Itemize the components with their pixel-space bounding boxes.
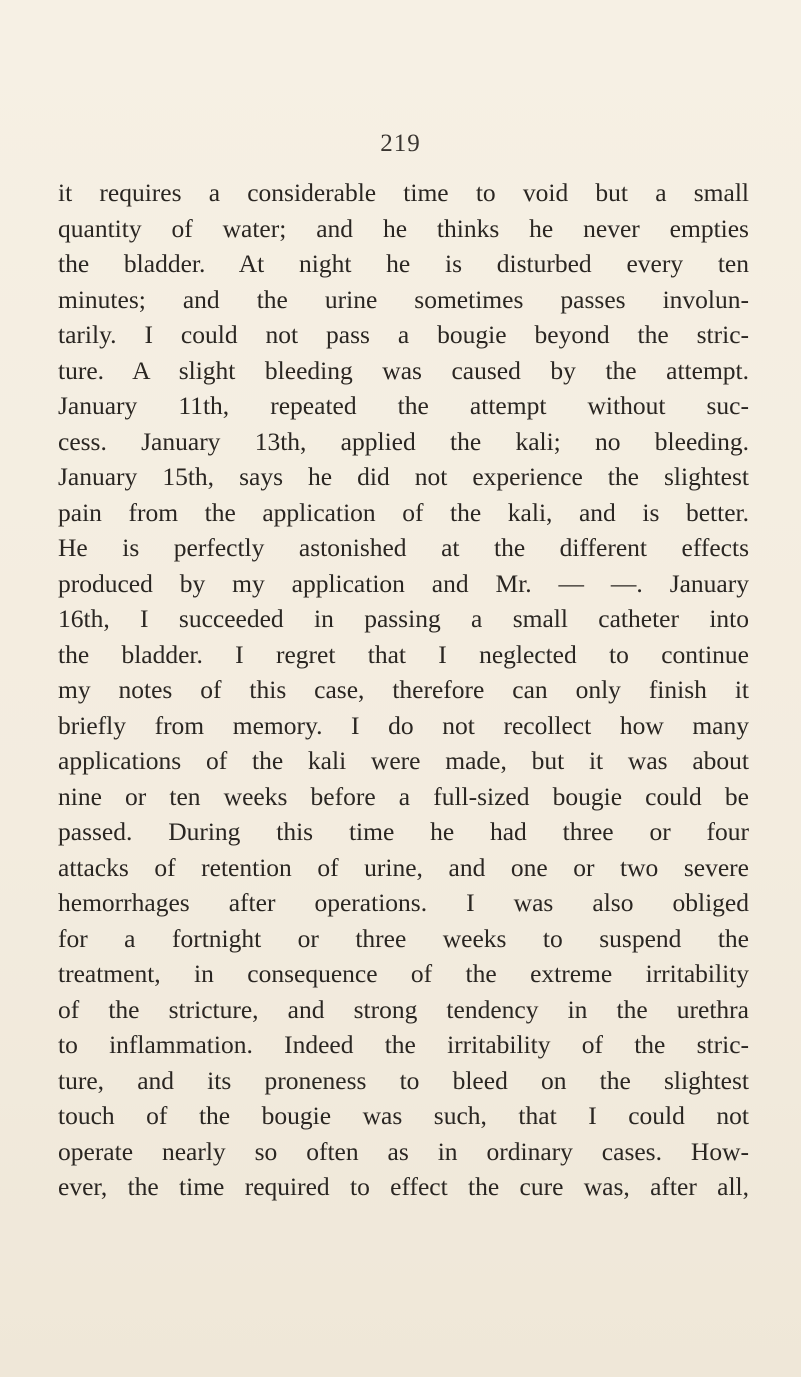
text-line: ture, and its proneness to bleed on the slightest	[58, 1065, 749, 1095]
text-line: ever, the time required to effect the cure was, after all,	[58, 1172, 749, 1201]
body-text	[58, 175, 749, 1205]
text-line: January 15th, says he did not experience the slightest	[58, 462, 749, 491]
text-line: tarily. I could not pass a bougie beyond the stric-	[58, 320, 749, 349]
text-line: treatment, in consequence of the extreme irritability	[58, 959, 749, 988]
text-line: for a fortnight or three weeks to suspend the	[58, 923, 749, 953]
text-line: attacks of retention of urine, and one or two severe	[58, 852, 749, 882]
text-line: 16th, I succeeded in passing a small catheter into	[58, 604, 749, 633]
text-line: minutes; and the urine sometimes passes involun-	[58, 284, 749, 314]
text-line: hemorrhages after operations. I was also obliged	[58, 888, 749, 917]
text-line: my notes of this case, therefore can only finish it	[58, 675, 749, 704]
text-line: to inflammation. Indeed the irritability of the stric-	[58, 1030, 749, 1059]
page-number: 219	[380, 130, 421, 157]
text-line: briefly from memory. I do not recollect how many	[58, 710, 749, 740]
text-line: quantity of water; and he thinks he never empties	[58, 213, 749, 243]
text-line: January 11th, repeated the attempt without suc-	[58, 391, 749, 420]
text-line: ture. A slight bleeding was caused by the attempt.	[58, 355, 749, 385]
text-line: produced by my application and Mr. — —. January	[58, 568, 749, 598]
text-line: it requires a considerable time to void but a small	[58, 178, 749, 207]
text-line: passed. During this time he had three or four	[58, 817, 749, 846]
text-line: the bladder. At night he is disturbed every ten	[58, 249, 749, 278]
text-line: nine or ten weeks before a full-sized bougie could be	[58, 781, 749, 811]
text-line: operate nearly so often as in ordinary cases. How-	[58, 1136, 749, 1166]
text-line: the bladder. I regret that I neglected to continue	[58, 639, 749, 669]
text-line: He is perfectly astonished at the different effects	[58, 533, 749, 562]
text-line: cess. January 13th, applied the kali; no bleeding.	[58, 426, 749, 456]
text-line: touch of the bougie was such, that I could not	[58, 1101, 749, 1130]
text-line: pain from the application of the kali, and is better.	[58, 497, 749, 527]
text-line: of the stricture, and strong tendency in the urethra	[58, 994, 749, 1024]
text-line: applications of the kali were made, but it was about	[58, 746, 749, 775]
